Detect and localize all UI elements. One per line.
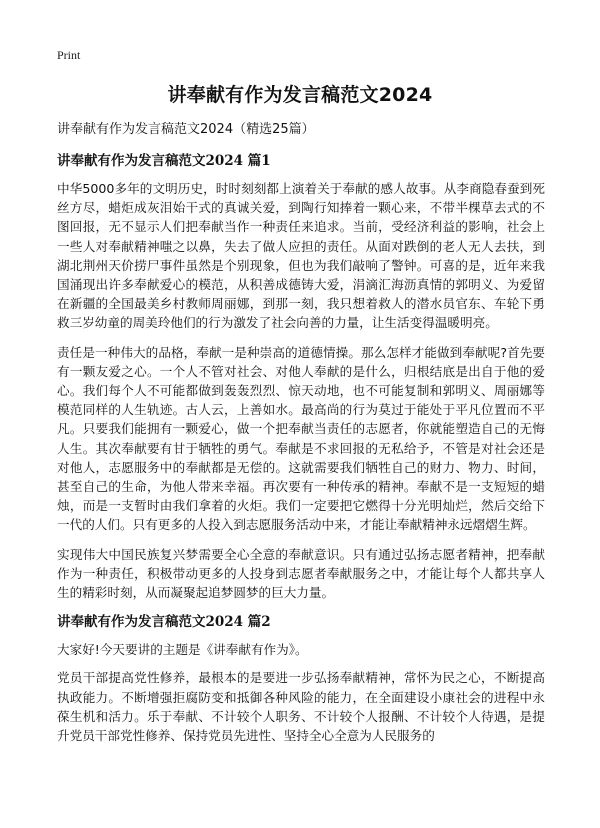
paragraph: 党员干部提高党性修养，最根本的是要进一步弘扬奉献精神，常怀为民之心，不断提高执政能力。不断增强拒腐防变和抵御各种风险的能力，在全面建设小康社会的进程中永葆生机和活力。乐于奉献、不计较个人职务、不计较个人报酬、不计较个人待遇，是提升党员干部党性修养、保持党员先进性、坚持全心全意为人民服务的 <box>57 670 545 744</box>
section-1 <box>57 151 545 602</box>
document-title: 讲奉献有作为发言稿范文2024 <box>167 84 433 106</box>
print-link[interactable]: Print <box>57 48 81 62</box>
section-heading: 讲奉献有作为发言稿范文2024 篇2 <box>57 614 271 631</box>
paragraph: 大家好!今天要讲的主题是《讲奉献有作为》。 <box>57 642 308 658</box>
paragraph: 中华5000多年的文明历史，时时刻刻都上演着关于奉献的感人故事。从李商隐春蚕到死丝方尽，蜡炬成灰泪始干式的真诚关爱，到陶行知捧着一颗心来，不带半棵草去式的不图回报，无不显示人们把奉献当作一种责任来追求。当前，受经济利益的影响，社会上一些人对奉献精神嗤之以鼻，失去了做人应担的责任。从面对跌倒的老人无人去扶，到湖北荆州天价捞尸事件虽然是个别现象，但也为我们敲响了警钟。可喜的是，近年来我国涌现出许多奉献爱心的模范，从积善成德铸大爱，涓滴汇海沥真情的郭明义、为爱留在新疆的全国最美乡村教师周丽娜，到那一刻，我只想着救人的潜水员官东、车轮下勇救三岁幼童的周美玲他们的行为激发了社会向善的力量，让生活变得温暖明亮。 <box>57 181 545 331</box>
document-subtitle: 讲奉献有作为发言稿范文2024（精选25篇） <box>57 122 315 137</box>
paragraph: 责任是一种伟大的品格，奉献一是种崇高的道德情操。那么怎样才能做到奉献呢?首先要有一颗友爱之心。一个人不管对社会、对他人奉献的是什么，归根结底是出自于他的爱心。我们每个人不可能都做到轰轰烈烈、惊天动地，也不可能复制和郭明义、周丽娜等模范同样的人生轨迹。古人云，上善如水。最高尚的行为莫过于能处于平凡位置而不平凡。只要我们能拥有一颗爱心，做一个把奉献当责任的志愿者，你就能塑造自己的无悔人生。其次奉献要有甘于牺牲的勇气。奉献是不求回报的无私给予，不管是对社会还是对他人，志愿服务中的奉献都是无偿的。这就需要我们牺牲自己的财力、物力、时间，甚至自己的生命，为他人带来幸福。再次要有一种传承的精神。奉献不是一支短短的蜡烛，而是一支暂时由我们拿着的火炬。我们一定要把它燃得十分光明灿烂，然后交给下一代的人们。只有更多的人投入到志愿服务活动中来，才能让奉献精神永远熠熠生辉。 <box>57 344 545 533</box>
section-2 <box>57 612 545 745</box>
section-heading: 讲奉献有作为发言稿范文2024 篇1 <box>57 153 271 169</box>
document-body <box>57 120 545 755</box>
paragraph: 实现伟大中国民族复兴梦需要全心全意的奉献意识。只有通过弘扬志愿者精神，把奉献作为一种责任，积极带动更多的人投身到志愿者奉献服务之中，才能让每个人都共享人生的精彩时刻，从而凝聚起追梦圆梦的巨大力量。 <box>57 546 545 601</box>
